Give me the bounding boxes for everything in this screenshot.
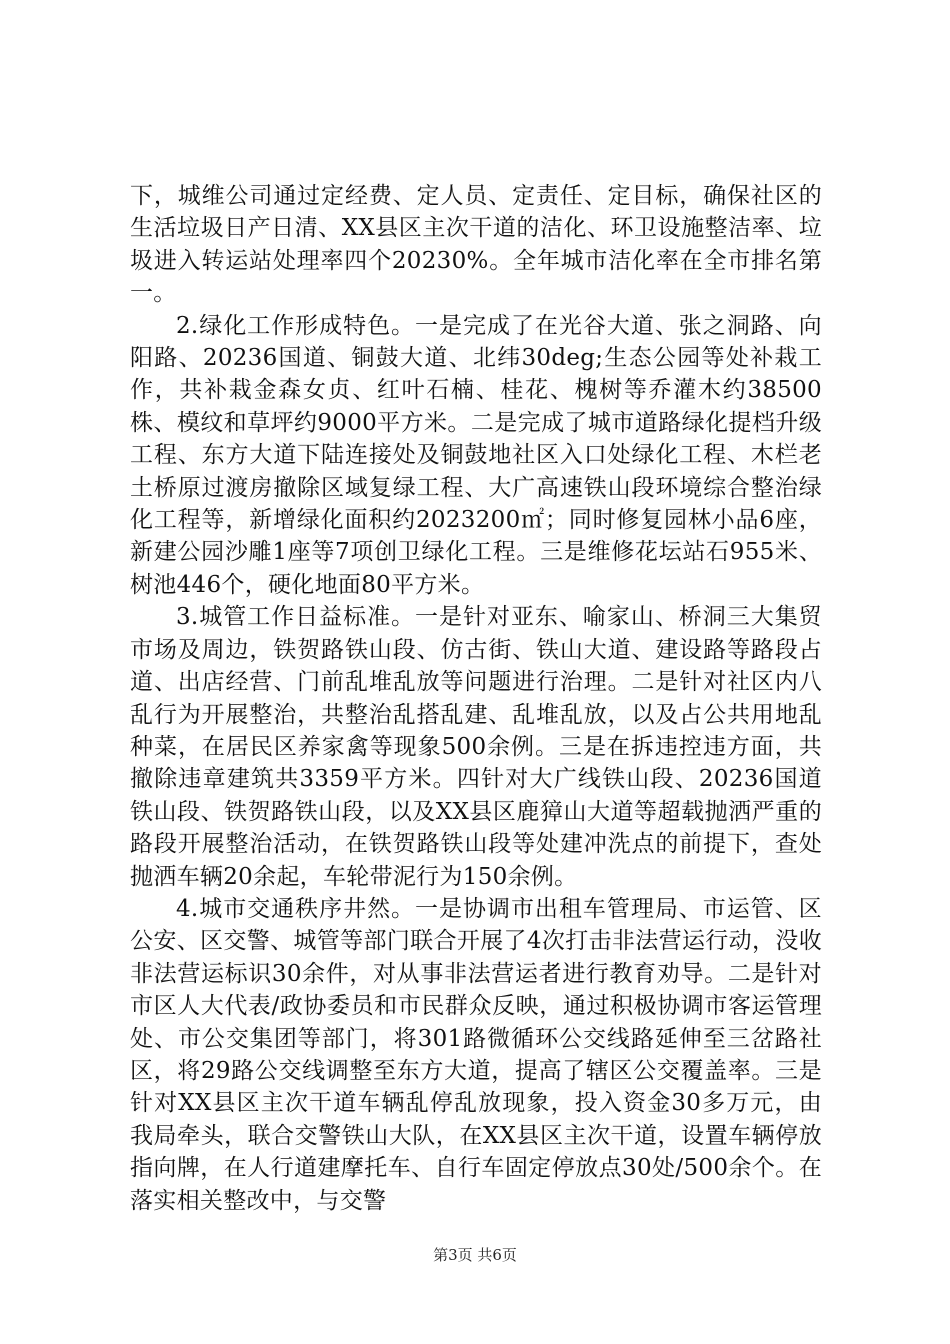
page-number-footer: 第3页 共6页 xyxy=(433,1246,517,1264)
paragraph-sanitation-continued: 下，城维公司通过定经费、定人员、定责任、定目标，确保社区的生活垃圾日产日清、XX县区主次干道的洁化、环卫设施整洁率、垃圾进入转运站处理率四个20230%。全年城市洁化率在全市排名第一。 xyxy=(130,183,822,307)
document-body xyxy=(130,180,822,1217)
paragraph-traffic-order: 4.城市交通秩序井然。一是协调市出租车管理局、市运管、区公安、区交警、城管等部门联合开展了4次打击非法营运行动，没收非法营运标识30余件，对从事非法营运者进行教育劝导。二是针对市区人大代表/政协委员和市民群众反映，通过积极协调市客运管理处、市公交集团等部门，将301路微循环公交线路延伸至三岔路社区，将29路公交线调整至东方大道，提高了辖区公交覆盖率。三是针对XX县区主次干道车辆乱停乱放现象，投入资金30多万元，由我局牵头，联合交警铁山大队，在XX县区主次干道，设置车辆停放指向牌，在人行道建摩托车、自行车固定停放点30处/500余个。在落实相关整改中，与交警 xyxy=(130,895,822,1214)
paragraph-urban-management: 3.城管工作日益标准。一是针对亚东、喻家山、桥洞三大集贸市场及周边，铁贺路铁山段、仿古街、铁山大道、建设路等路段占道、出店经营、门前乱堆乱放等问题进行治理。二是针对社区内八乱行为开展整治，共整治乱搭乱建、乱堆乱放，以及占公共用地乱种菜，在居民区养家禽等现象500余例。三是在拆违控违方面，共撤除违章建筑共3359平方米。四针对大广线铁山段、20236国道铁山段、铁贺路铁山段，以及XX县区鹿獐山大道等超载抛洒严重的路段开展整治活动，在铁贺路铁山段等处建冲洗点的前提下，查处抛洒车辆20余起，车轮带泥行为150余例。 xyxy=(130,604,822,890)
paragraph-greening: 2.绿化工作形成特色。一是完成了在光谷大道、张之洞路、向阳路、20236国道、铜鼓大道、北纬30deg;生态公园等处补栽工作，共补栽金森女贞、红叶石楠、桂花、槐树等乔灌木约38500株、模纹和草坪约9000平方米。二是完成了城市道路绿化提档升级工程、东方大道下陆连接处及铜鼓地社区入口处绿化工程、木栏老土桥原过渡房撤除区域复绿工程、大广高速铁山段环境综合整治绿化工程等，新增绿化面积约2023200㎡；同时修复园林小品6座，新建公园沙雕1座等7项创卫绿化工程。三是维修花坛站石955米、树池446个，硬化地面80平方米。 xyxy=(130,312,822,598)
